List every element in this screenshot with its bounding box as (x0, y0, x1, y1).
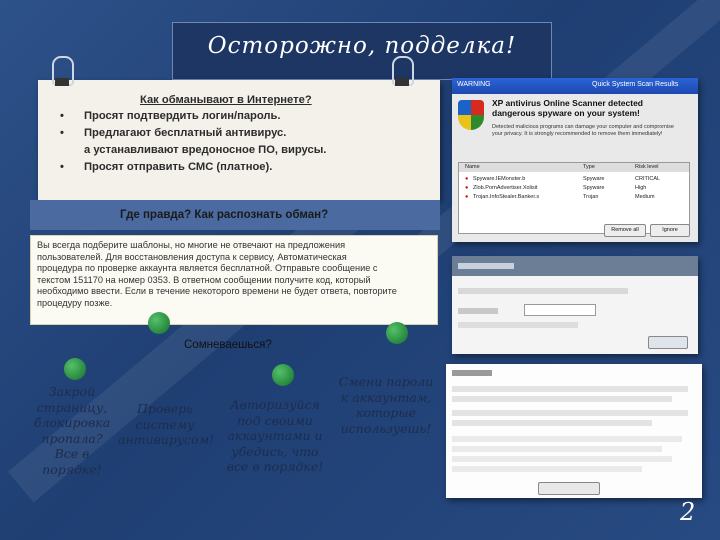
account-settings-screenshot (446, 364, 702, 498)
pushpin-icon (148, 312, 170, 334)
sms-message-screenshot (30, 235, 438, 325)
settings-line (452, 420, 652, 426)
subtext-line: Detected malicious programs can damage your computer and compromise (492, 124, 674, 130)
fake-login-screenshot (452, 256, 698, 354)
threat-name: Trojan.InfoStealer.Banker.s (473, 194, 540, 200)
threat-risk: High (635, 185, 647, 191)
threat-name: Spyware.IEMonster.b (473, 176, 526, 182)
headline-line: dangerous spyware on your system! (492, 108, 640, 118)
note-heading: Как обманывают в Интернете? (140, 94, 312, 106)
bullet-dot: • (60, 127, 64, 139)
window-titlebar (452, 78, 698, 94)
sms-line: процедуру позже. (37, 297, 113, 308)
ignore-button[interactable]: Ignore (650, 224, 690, 237)
subtext-line: your privacy. It is strongly recommended to remove them immediately! (492, 131, 663, 137)
sms-line: процедура по проверке аккаунта является бесплатной. Отправьте сообщение с (37, 263, 378, 273)
tip-check-antivirus: Проверь систему антивирусом! (118, 401, 215, 447)
tip-change-passwords: Смени пароли к аккаунтам, которые используешь! (338, 374, 434, 436)
shield-icon (458, 100, 484, 130)
settings-line (452, 446, 662, 452)
column-header: Name (465, 164, 480, 170)
bullet-dot: • (60, 161, 64, 173)
pushpin-icon (272, 364, 294, 386)
remove-all-button[interactable]: Remove all (604, 224, 646, 237)
question-text: Где правда? Как распознать обман? (120, 209, 329, 221)
threat-icon: ● (465, 194, 469, 200)
note-bullet: Предлагают бесплатный антивирус. (84, 127, 287, 139)
table-row[interactable] (459, 193, 689, 202)
threat-type: Spyware (583, 185, 605, 191)
window-title-left: WARNING (457, 81, 491, 88)
tip-login-accounts: Авторизуйся под своими аккаунтами и убедись, что все в порядке! (226, 397, 324, 474)
sms-line: необходимо ввести. Если в течение некоторого времени не будет ответа, повторите (37, 286, 397, 296)
pushpin-icon (64, 358, 86, 380)
settings-line (452, 386, 688, 392)
fake-antivirus-screenshot (452, 78, 698, 242)
threat-type: Trojan (583, 194, 599, 200)
form-hint-line (458, 322, 578, 328)
form-info-line (458, 288, 628, 294)
column-header: Risk level (635, 164, 659, 170)
settings-line (452, 466, 642, 472)
settings-line (452, 456, 672, 462)
note-bullet: Просят отправить СМС (платное). (84, 161, 273, 173)
note-bullet: Просят подтвердить логин/пароль. (84, 110, 281, 122)
column-header: Type (583, 164, 595, 170)
pushpin-icon (386, 322, 408, 344)
sms-line: Вы всегда подберите шаблоны, но многие не отвечают на предложения (37, 240, 346, 250)
doubt-label: Сомневаешься? (184, 339, 272, 351)
submit-button[interactable] (648, 336, 688, 349)
settings-title (452, 370, 492, 376)
slide-title: Осторожно, подделка! (207, 33, 517, 59)
binder-clip-base (395, 78, 409, 86)
headline-line: XP antivirus Online Scanner detected (492, 98, 644, 108)
table-row[interactable] (459, 175, 689, 184)
threat-risk: CRITICAL (635, 176, 661, 182)
code-input[interactable] (524, 304, 596, 316)
slide-title-box (172, 22, 552, 80)
table-header (459, 163, 689, 172)
settings-button[interactable] (538, 482, 600, 495)
threat-icon: ● (465, 185, 469, 191)
bullet-dot: • (60, 110, 64, 122)
settings-line (452, 410, 688, 416)
threat-icon: ● (465, 176, 469, 182)
form-header-text (458, 263, 514, 269)
settings-line (452, 436, 682, 442)
settings-line (452, 396, 672, 402)
threat-name: Zlob.PornAdvertiser.Xolisit (473, 185, 538, 191)
scan-subtext (492, 124, 674, 138)
window-title-right: Quick System Scan Results (592, 81, 679, 88)
binder-clip-base (55, 78, 69, 86)
form-label (458, 308, 498, 314)
threat-risk: Medium (635, 194, 655, 200)
table-row[interactable] (459, 184, 689, 193)
sms-line: пользователей. Для восстановления доступа к сервису, Автоматическая (37, 251, 347, 262)
sms-line: текстом 151170 на номер 0353. В ответном сообщении получите код, который (37, 274, 371, 285)
note-bullet: а устанавливают вредоносное ПО, вирусы. (84, 144, 327, 156)
scan-headline (492, 98, 643, 118)
page-number: 2 (680, 498, 696, 526)
sms-message-text (37, 240, 431, 309)
threat-type: Spyware (583, 176, 605, 182)
tip-close-page: Закрой страницу, блокировка пропала? Все в порядке! (33, 384, 111, 477)
